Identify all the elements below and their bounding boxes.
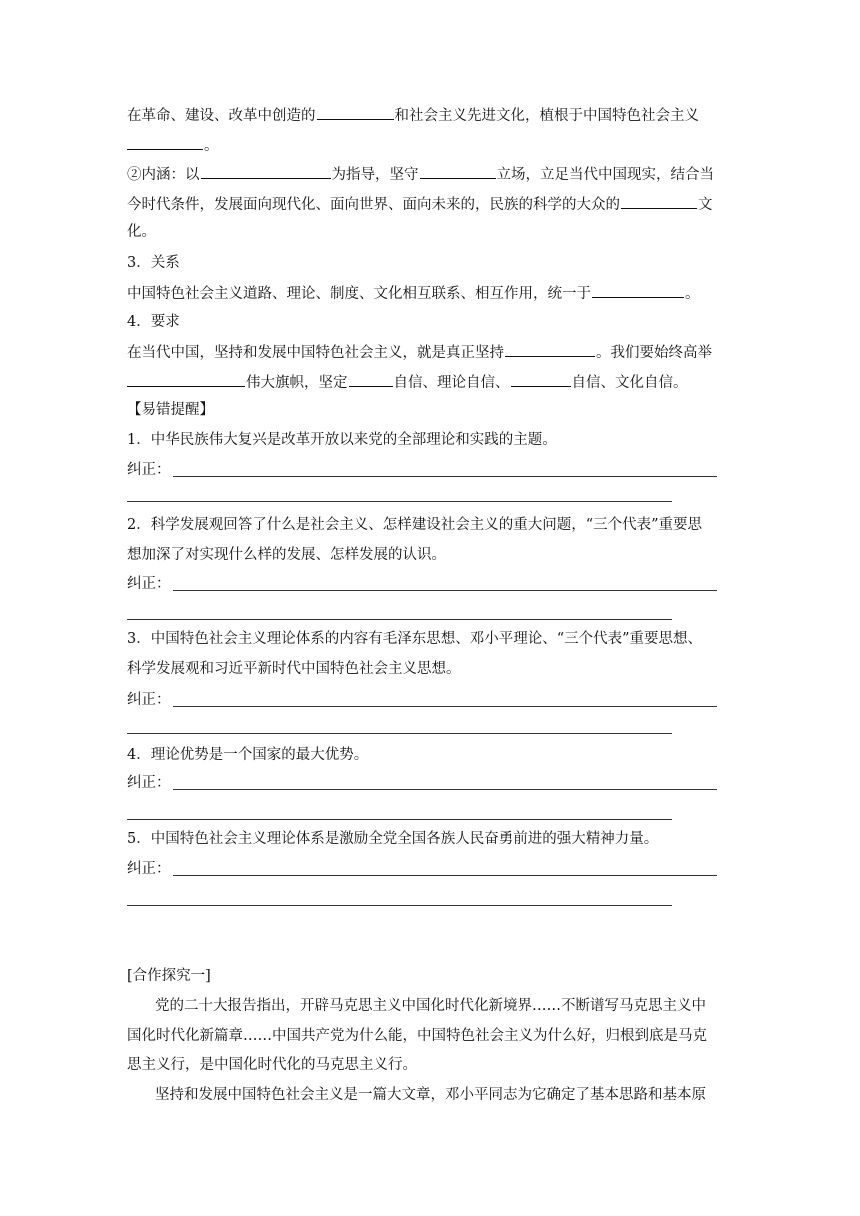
text: 化。 xyxy=(127,224,156,240)
heading-text: 4．要求 xyxy=(127,314,180,330)
fill-blank[interactable] xyxy=(621,193,697,209)
section-4-heading xyxy=(127,312,737,332)
reminder-item-2 xyxy=(127,515,737,535)
correction-line[interactable] xyxy=(173,789,717,790)
reminder-item-3 xyxy=(127,629,737,649)
explore-p2-line1 xyxy=(155,1085,737,1105)
fill-blank[interactable] xyxy=(349,371,393,387)
fill-blank[interactable] xyxy=(127,134,203,150)
label-text: 纠正： xyxy=(127,462,171,478)
correction-label xyxy=(127,460,171,480)
paragraph-text: 思主义行，是中国化时代化的马克思主义行。 xyxy=(127,1057,417,1073)
heading-text: [合作探究一] xyxy=(127,968,211,984)
fill-blank[interactable] xyxy=(317,104,394,120)
text: 为指导，坚守 xyxy=(331,167,419,183)
correction-line[interactable] xyxy=(127,619,672,620)
correction-line[interactable] xyxy=(127,819,672,820)
fill-blank[interactable] xyxy=(127,371,245,387)
text: 。 xyxy=(204,138,219,154)
label-text: 纠正： xyxy=(127,576,171,592)
correction-label xyxy=(127,859,171,879)
text: 中国特色社会主义道路、理论、制度、文化相互联系、相互作用，统一于 xyxy=(127,286,591,302)
correction-line[interactable] xyxy=(127,501,672,502)
reminder-item-2-cont xyxy=(127,545,737,565)
heading-text: 【易错提醒】 xyxy=(127,402,214,418)
section-3-heading xyxy=(127,253,737,273)
item-text: 科学发展观和习近平新时代中国特色社会主义思想。 xyxy=(127,661,461,677)
section-4-line2 xyxy=(127,371,737,393)
text: 和社会主义先进文化，植根于中国特色社会主义 xyxy=(394,108,699,124)
fill-blank[interactable] xyxy=(201,163,331,179)
explore-heading xyxy=(127,966,737,986)
text: 文 xyxy=(698,197,713,213)
correction-line[interactable] xyxy=(173,476,717,477)
correction-label xyxy=(127,773,171,793)
explore-p1-line1 xyxy=(155,996,737,1016)
text: 自信、文化自信。 xyxy=(571,375,688,391)
explore-p1-line2 xyxy=(127,1026,737,1046)
reminder-item-1 xyxy=(127,430,737,450)
text: 立场，立足当代中国现实，结合当 xyxy=(496,167,714,183)
text: 在当代中国，坚持和发展中国特色社会主义，就是真正坚持 xyxy=(127,345,504,361)
para2-line2 xyxy=(127,193,737,215)
item-text: 2．科学发展观回答了什么是社会主义、怎样建设社会主义的重大问题，“三个代表”重要思 xyxy=(127,517,703,533)
correction-line[interactable] xyxy=(173,706,717,707)
text: 。我们要始终高举 xyxy=(596,345,712,361)
item-text: 3．中国特色社会主义理论体系的内容有毛泽东思想、邓小平理论、“三个代表”重要思想、 xyxy=(127,631,703,647)
text: ②内涵：以 xyxy=(127,167,200,183)
reminder-item-3-cont xyxy=(127,659,737,679)
item-text: 想加深了对实现什么样的发展、怎样发展的认识。 xyxy=(127,547,446,563)
paragraph-text: 党的二十大报告指出，开辟马克思主义中国化时代化新境界……不断谱写马克思主义中 xyxy=(155,998,706,1014)
text: 。 xyxy=(685,286,700,302)
fill-blank[interactable] xyxy=(505,341,595,357)
section-4-line1 xyxy=(127,341,737,363)
fill-blank[interactable] xyxy=(592,282,684,298)
reminder-item-5 xyxy=(127,829,737,849)
item-text: 1．中华民族伟大复兴是改革开放以来党的全部理论和实践的主题。 xyxy=(127,432,557,448)
para2-line1 xyxy=(127,163,737,185)
correction-label xyxy=(127,574,171,594)
correction-line[interactable] xyxy=(173,590,717,591)
text: 今时代条件，发展面向现代化、面向世界、面向未来的，民族的科学的大众的 xyxy=(127,197,620,213)
paragraph-text: 国化时代化新篇章……中国共产党为什么能，中国特色社会主义为什么好，归根到底是马克 xyxy=(127,1028,707,1044)
correction-label xyxy=(127,690,171,710)
text: 在革命、建设、改革中创造的 xyxy=(127,108,316,124)
item-text: 4．理论优势是一个国家的最大优势。 xyxy=(127,747,369,763)
reminder-item-4 xyxy=(127,745,737,765)
fill-blank[interactable] xyxy=(420,163,496,179)
para1-line2 xyxy=(127,134,737,156)
para2-line3 xyxy=(127,222,737,242)
para1-line1 xyxy=(127,104,737,126)
section-3-text xyxy=(127,282,737,304)
fill-blank[interactable] xyxy=(511,371,571,387)
label-text: 纠正： xyxy=(127,692,171,708)
explore-p1-line3 xyxy=(127,1055,737,1075)
paragraph-text: 坚持和发展中国特色社会主义是一篇大文章，邓小平同志为它确定了基本思路和基本原 xyxy=(155,1087,706,1103)
correction-line[interactable] xyxy=(127,733,672,734)
text: 伟大旗帜，坚定 xyxy=(246,375,348,391)
correction-line[interactable] xyxy=(173,875,717,876)
reminder-heading xyxy=(127,400,737,420)
item-text: 5．中国特色社会主义理论体系是激励全党全国各族人民奋勇前进的强大精神力量。 xyxy=(127,831,659,847)
correction-line[interactable] xyxy=(127,905,672,906)
text: 自信、理论自信、 xyxy=(393,375,510,391)
label-text: 纠正： xyxy=(127,775,171,791)
heading-text: 3．关系 xyxy=(127,255,180,271)
label-text: 纠正： xyxy=(127,861,171,877)
